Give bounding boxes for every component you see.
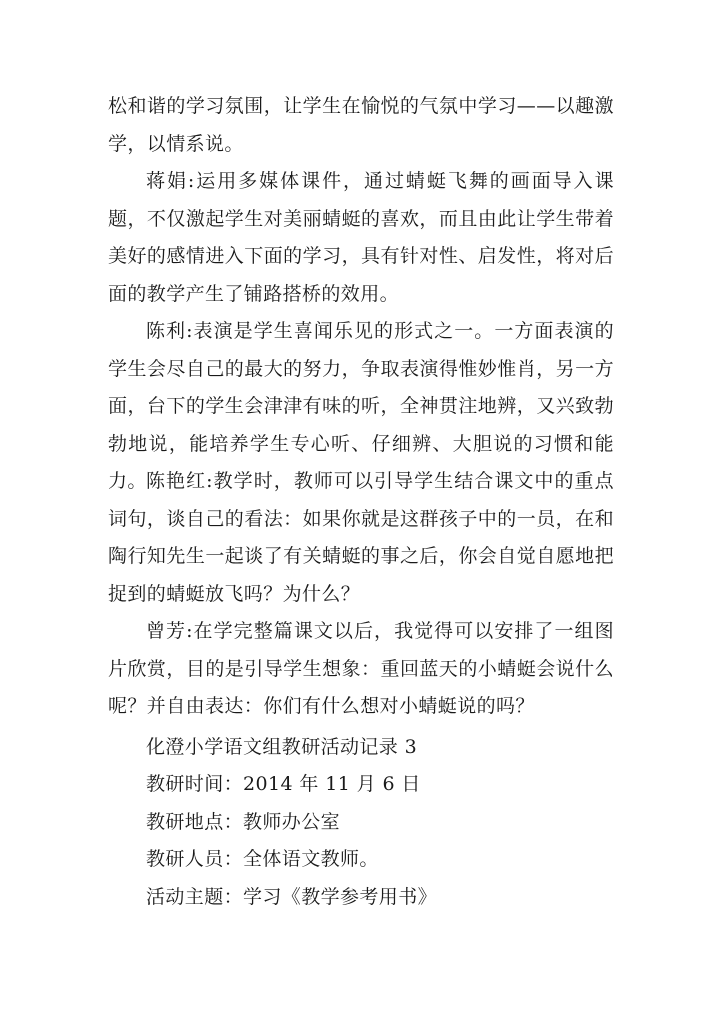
paragraph-chen-li: 陈利:表演是学生喜闻乐见的形式之一。一方面表演的学生会尽自己的最大的努力，争取表演得惟妙惟肖，另一方面，台下的学生会津津有味的听，全神贯注地辨，又兴致勃勃地说，能培养学生专心听、仔细辨、大胆说的习惯和能力。 [108, 320, 614, 492]
paragraph-jiang-juan: 蒋娟:运用多媒体课件，通过蜻蜓飞舞的画面导入课题，不仅激起学生对美丽蜻蜓的喜欢，而且由此让学生带着美好的感情进入下面的学习，具有针对性、启发性，将对后面的教学产生了铺路搭桥的效用。 [108, 170, 614, 305]
paragraph-intro-continuation: 松和谐的学习氛围，让学生在愉悦的气氛中学习——以趣激学，以情系说。 [108, 95, 614, 155]
record-people: 教研人员：全体语文教师。 [146, 848, 379, 870]
record-title: 化澄小学语文组教研活动记录 3 [146, 736, 418, 758]
record-place: 教研地点：教师办公室 [146, 811, 341, 833]
record-time: 教研时间：2014 年 11 月 6 日 [146, 773, 421, 795]
paragraph-zeng-fang: 曾芳:在学完整篇课文以后，我觉得可以安排了一组图片欣赏，目的是引导学生想象：重回蓝天的小蜻蜓会说什么呢？并自由表达：你们有什么想对小蜻蜓说的吗？ [108, 620, 614, 717]
record-topic: 活动主题：学习《教学参考用书》 [146, 886, 438, 908]
paragraph-chen-yanhong: 陈艳红:教学时，教师可以引导学生结合课文中的重点词句，谈自己的看法：如果你就是这群孩子中的一员，在和陶行知先生一起谈了有关蜻蜓的事之后，你会自觉自愿地把捉到的蜻蜓放飞吗？为什么？ [108, 470, 614, 605]
